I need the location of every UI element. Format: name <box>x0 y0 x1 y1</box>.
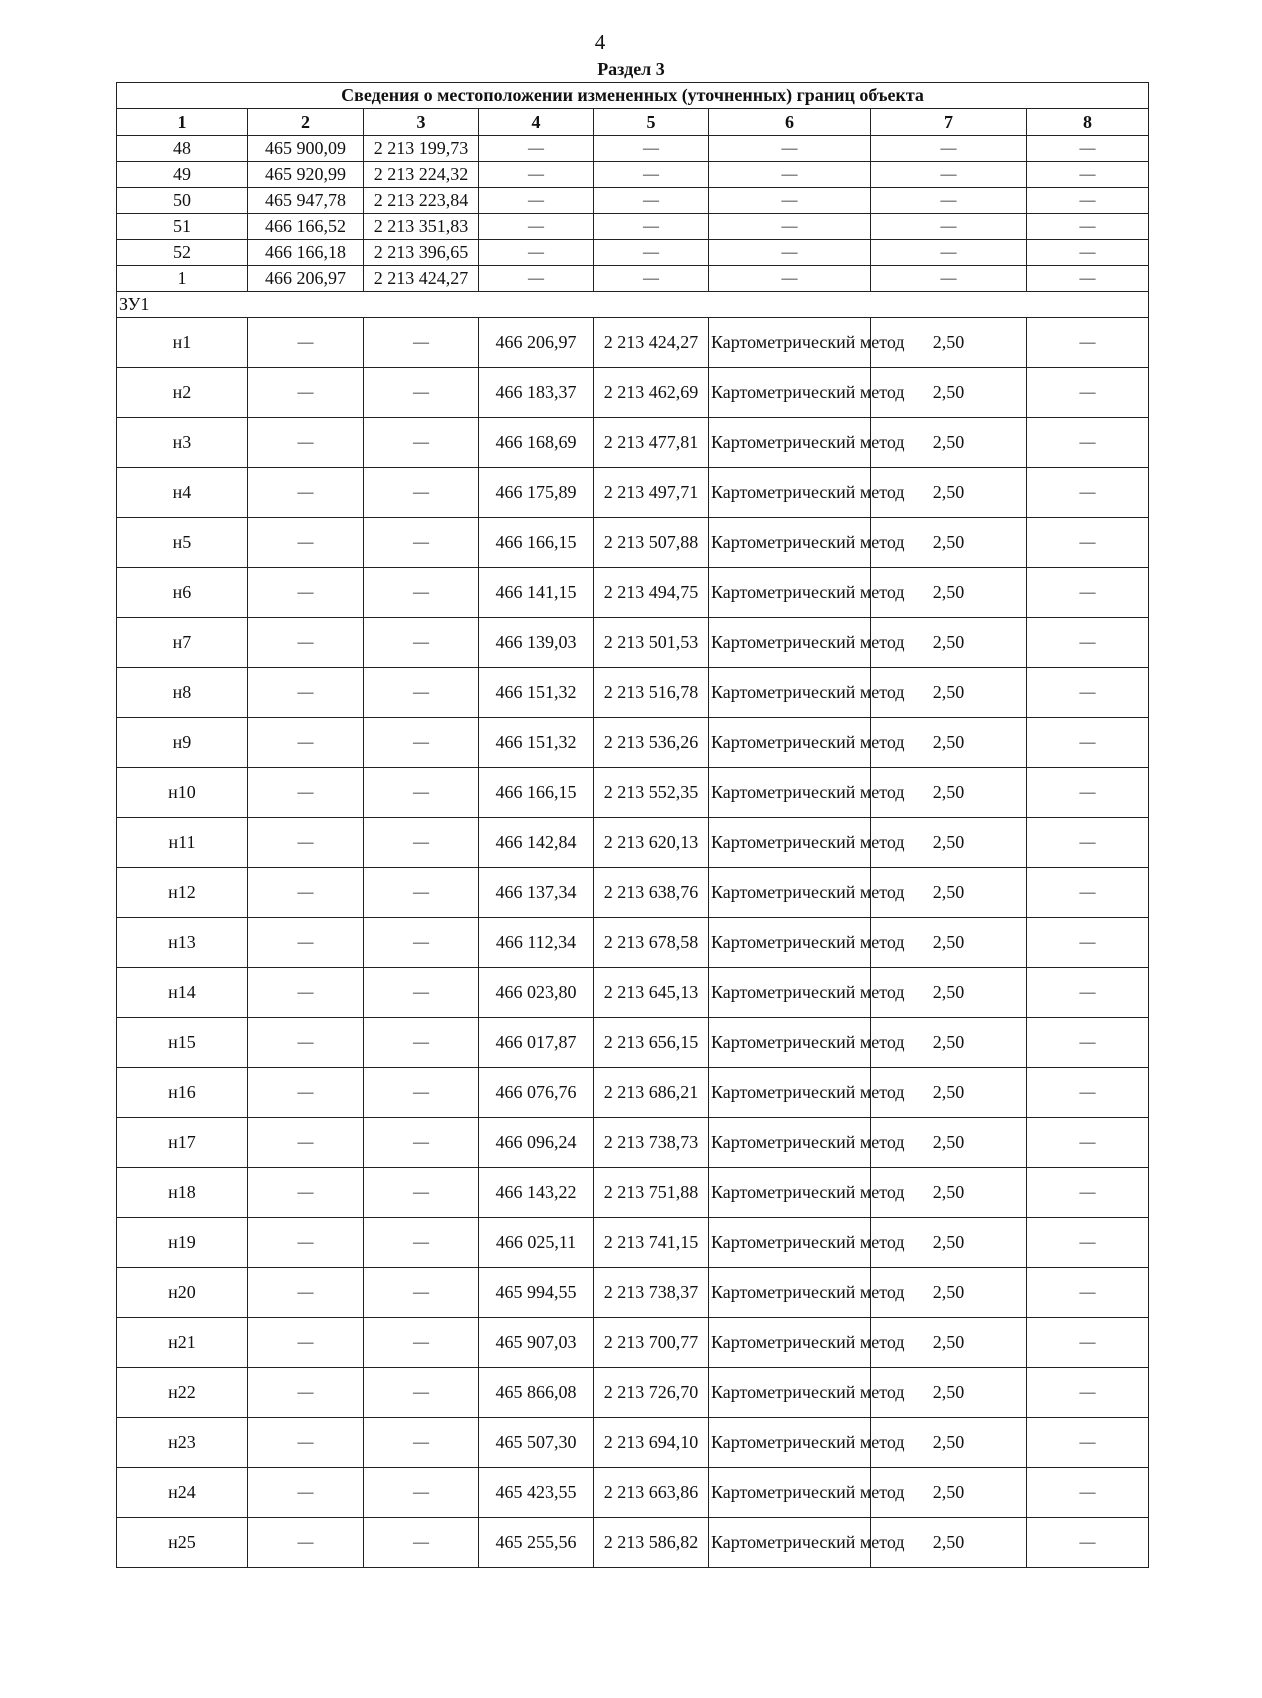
x-new-cell: 466 143,22 <box>479 1168 594 1218</box>
description-cell: — <box>1027 1318 1149 1368</box>
method-cell: Картометрический метод <box>709 918 871 968</box>
y-old-cell: — <box>364 568 479 618</box>
x-new-cell: 465 907,03 <box>479 1318 594 1368</box>
y-old-cell: — <box>364 1368 479 1418</box>
y-old-cell: — <box>364 1418 479 1468</box>
point-number-cell: 49 <box>117 162 248 188</box>
method-cell: Картометрический метод <box>709 1218 871 1268</box>
description-cell: — <box>1027 968 1149 1018</box>
column-number: 1 <box>117 109 248 136</box>
accuracy-cell: — <box>871 136 1027 162</box>
x-old-cell: — <box>248 318 364 368</box>
table-row <box>117 1318 1149 1368</box>
table-row <box>117 518 1149 568</box>
y-new-cell: 2 213 497,71 <box>594 468 709 518</box>
table-row <box>117 918 1149 968</box>
page-number: 4 <box>594 30 606 54</box>
method-cell: Картометрический метод <box>709 668 871 718</box>
accuracy-cell: 2,50 <box>871 668 1027 718</box>
table-row <box>117 240 1149 266</box>
y-new-cell: 2 213 620,13 <box>594 818 709 868</box>
y-old-cell: — <box>364 818 479 868</box>
accuracy-cell: 2,50 <box>871 1318 1027 1368</box>
table-row <box>117 418 1149 468</box>
column-number-row <box>117 109 1149 136</box>
point-number-cell: н11 <box>117 818 248 868</box>
description-cell: — <box>1027 188 1149 214</box>
y-new-cell: 2 213 663,86 <box>594 1468 709 1518</box>
y-new-cell: 2 213 726,70 <box>594 1368 709 1418</box>
y-old-cell: — <box>364 618 479 668</box>
accuracy-cell: 2,50 <box>871 1168 1027 1218</box>
y-new-cell: 2 213 516,78 <box>594 668 709 718</box>
method-cell: Картометрический метод <box>709 1118 871 1168</box>
y-old-cell: — <box>364 1018 479 1068</box>
accuracy-cell: 2,50 <box>871 1368 1027 1418</box>
y-new-cell: 2 213 536,26 <box>594 718 709 768</box>
table-row <box>117 188 1149 214</box>
description-cell: — <box>1027 214 1149 240</box>
x-old-cell: 465 900,09 <box>248 136 364 162</box>
table-row <box>117 468 1149 518</box>
method-cell: Картометрический метод <box>709 718 871 768</box>
x-new-cell: 466 168,69 <box>479 418 594 468</box>
point-number-cell: н8 <box>117 668 248 718</box>
y-new-cell: 2 213 645,13 <box>594 968 709 1018</box>
y-new-cell: — <box>594 162 709 188</box>
table-row <box>117 368 1149 418</box>
description-cell: — <box>1027 1368 1149 1418</box>
x-new-cell: 465 866,08 <box>479 1368 594 1418</box>
point-number-cell: н25 <box>117 1518 248 1568</box>
y-old-cell: — <box>364 1068 479 1118</box>
y-new-cell: 2 213 741,15 <box>594 1218 709 1268</box>
x-new-cell: — <box>479 162 594 188</box>
accuracy-cell: 2,50 <box>871 568 1027 618</box>
column-number: 2 <box>248 109 364 136</box>
x-new-cell: 466 183,37 <box>479 368 594 418</box>
group-label-row <box>117 292 1149 318</box>
x-new-cell: 466 142,84 <box>479 818 594 868</box>
x-old-cell: — <box>248 968 364 1018</box>
method-cell: Картометрический метод <box>709 368 871 418</box>
accuracy-cell: 2,50 <box>871 318 1027 368</box>
x-new-cell: 466 139,03 <box>479 618 594 668</box>
column-number: 8 <box>1027 109 1149 136</box>
description-cell: — <box>1027 136 1149 162</box>
table-row <box>117 136 1149 162</box>
point-number-cell: н22 <box>117 1368 248 1418</box>
x-old-cell: — <box>248 668 364 718</box>
y-old-cell: — <box>364 768 479 818</box>
accuracy-cell: — <box>871 188 1027 214</box>
description-cell: — <box>1027 1118 1149 1168</box>
point-number-cell: н7 <box>117 618 248 668</box>
x-old-cell: — <box>248 718 364 768</box>
y-new-cell: — <box>594 240 709 266</box>
column-number: 3 <box>364 109 479 136</box>
accuracy-cell: 2,50 <box>871 1418 1027 1468</box>
y-old-cell: — <box>364 718 479 768</box>
y-new-cell: 2 213 738,37 <box>594 1268 709 1318</box>
description-cell: — <box>1027 1168 1149 1218</box>
point-number-cell: н23 <box>117 1418 248 1468</box>
table-row <box>117 266 1149 292</box>
table-row <box>117 1418 1149 1468</box>
x-new-cell: 466 141,15 <box>479 568 594 618</box>
y-old-cell: — <box>364 1218 479 1268</box>
group-label: ЗУ1 <box>117 292 1149 318</box>
x-new-cell: — <box>479 240 594 266</box>
x-old-cell: — <box>248 1118 364 1168</box>
accuracy-cell: 2,50 <box>871 1018 1027 1068</box>
y-old-cell: — <box>364 668 479 718</box>
y-old-cell: — <box>364 1468 479 1518</box>
x-old-cell: — <box>248 518 364 568</box>
accuracy-cell: 2,50 <box>871 1268 1027 1318</box>
x-new-cell: 466 076,76 <box>479 1068 594 1118</box>
description-cell: — <box>1027 568 1149 618</box>
table-row <box>117 1518 1149 1568</box>
y-new-cell: 2 213 694,10 <box>594 1418 709 1468</box>
y-new-cell: 2 213 751,88 <box>594 1168 709 1218</box>
y-old-cell: 2 213 424,27 <box>364 266 479 292</box>
method-cell: Картометрический метод <box>709 1368 871 1418</box>
point-number-cell: н17 <box>117 1118 248 1168</box>
y-old-cell: — <box>364 1318 479 1368</box>
method-cell: Картометрический метод <box>709 1468 871 1518</box>
x-new-cell: 465 507,30 <box>479 1418 594 1468</box>
y-new-cell: — <box>594 266 709 292</box>
point-number-cell: н16 <box>117 1068 248 1118</box>
x-new-cell: 466 166,15 <box>479 518 594 568</box>
accuracy-cell: 2,50 <box>871 1518 1027 1568</box>
y-new-cell: 2 213 462,69 <box>594 368 709 418</box>
description-cell: — <box>1027 1468 1149 1518</box>
y-new-cell: 2 213 686,21 <box>594 1068 709 1118</box>
accuracy-cell: — <box>871 240 1027 266</box>
point-number-cell: 48 <box>117 136 248 162</box>
description-cell: — <box>1027 768 1149 818</box>
x-old-cell: — <box>248 868 364 918</box>
x-old-cell: — <box>248 818 364 868</box>
method-cell: — <box>709 136 871 162</box>
table-row <box>117 868 1149 918</box>
table-row <box>117 1368 1149 1418</box>
point-number-cell: н1 <box>117 318 248 368</box>
table-row <box>117 1268 1149 1318</box>
x-old-cell: — <box>248 1168 364 1218</box>
method-cell: Картометрический метод <box>709 618 871 668</box>
method-cell: Картометрический метод <box>709 1318 871 1368</box>
point-number-cell: н5 <box>117 518 248 568</box>
accuracy-cell: 2,50 <box>871 1118 1027 1168</box>
x-new-cell: 466 206,97 <box>479 318 594 368</box>
x-new-cell: 466 025,11 <box>479 1218 594 1268</box>
accuracy-cell: 2,50 <box>871 468 1027 518</box>
x-old-cell: — <box>248 618 364 668</box>
method-cell: — <box>709 214 871 240</box>
description-cell: — <box>1027 518 1149 568</box>
x-old-cell: — <box>248 1468 364 1518</box>
x-new-cell: 466 096,24 <box>479 1118 594 1168</box>
method-cell: Картометрический метод <box>709 518 871 568</box>
accuracy-cell: — <box>871 266 1027 292</box>
y-old-cell: 2 213 351,83 <box>364 214 479 240</box>
y-new-cell: 2 213 638,76 <box>594 868 709 918</box>
table-row <box>117 1118 1149 1168</box>
table-row <box>117 1018 1149 1068</box>
table-row <box>117 162 1149 188</box>
table-caption: Сведения о местоположении измененных (уточненных) границ объекта <box>117 83 1149 109</box>
description-cell: — <box>1027 1518 1149 1568</box>
description-cell: — <box>1027 318 1149 368</box>
point-number-cell: н2 <box>117 368 248 418</box>
point-number-cell: 1 <box>117 266 248 292</box>
x-new-cell: 466 151,32 <box>479 718 594 768</box>
point-number-cell: 50 <box>117 188 248 214</box>
table-row <box>117 1068 1149 1118</box>
point-number-cell: н20 <box>117 1268 248 1318</box>
x-old-cell: — <box>248 1368 364 1418</box>
description-cell: — <box>1027 266 1149 292</box>
boundary-coordinates-table <box>116 82 1149 1568</box>
description-cell: — <box>1027 1418 1149 1468</box>
accuracy-cell: 2,50 <box>871 618 1027 668</box>
table-row <box>117 618 1149 668</box>
point-number-cell: н4 <box>117 468 248 518</box>
point-number-cell: н19 <box>117 1218 248 1268</box>
point-number-cell: н6 <box>117 568 248 618</box>
table-caption-row <box>117 83 1149 109</box>
y-new-cell: 2 213 501,53 <box>594 618 709 668</box>
y-old-cell: — <box>364 418 479 468</box>
y-new-cell: 2 213 477,81 <box>594 418 709 468</box>
y-new-cell: 2 213 552,35 <box>594 768 709 818</box>
point-number-cell: н15 <box>117 1018 248 1068</box>
method-cell: Картометрический метод <box>709 1168 871 1218</box>
point-number-cell: н12 <box>117 868 248 918</box>
accuracy-cell: 2,50 <box>871 1468 1027 1518</box>
table-row <box>117 1218 1149 1268</box>
method-cell: Картометрический метод <box>709 768 871 818</box>
accuracy-cell: 2,50 <box>871 868 1027 918</box>
method-cell: Картометрический метод <box>709 818 871 868</box>
x-old-cell: 466 206,97 <box>248 266 364 292</box>
x-new-cell: 466 017,87 <box>479 1018 594 1068</box>
y-old-cell: 2 213 199,73 <box>364 136 479 162</box>
method-cell: — <box>709 188 871 214</box>
x-old-cell: — <box>248 1268 364 1318</box>
accuracy-cell: 2,50 <box>871 1218 1027 1268</box>
x-old-cell: — <box>248 1518 364 1568</box>
section-title: Раздел 3 <box>597 59 665 79</box>
point-number-cell: н21 <box>117 1318 248 1368</box>
table-row <box>117 1468 1149 1518</box>
method-cell: Картометрический метод <box>709 1068 871 1118</box>
accuracy-cell: 2,50 <box>871 718 1027 768</box>
point-number-cell: н24 <box>117 1468 248 1518</box>
accuracy-cell: 2,50 <box>871 818 1027 868</box>
method-cell: Картометрический метод <box>709 318 871 368</box>
description-cell: — <box>1027 1218 1149 1268</box>
description-cell: — <box>1027 1018 1149 1068</box>
y-old-cell: — <box>364 468 479 518</box>
column-number: 4 <box>479 109 594 136</box>
y-new-cell: 2 213 738,73 <box>594 1118 709 1168</box>
x-new-cell: 465 255,56 <box>479 1518 594 1568</box>
point-number-cell: 51 <box>117 214 248 240</box>
description-cell: — <box>1027 668 1149 718</box>
table-row <box>117 318 1149 368</box>
method-cell: — <box>709 162 871 188</box>
x-old-cell: — <box>248 368 364 418</box>
description-cell: — <box>1027 418 1149 468</box>
x-new-cell: 466 023,80 <box>479 968 594 1018</box>
table-row <box>117 214 1149 240</box>
column-number: 5 <box>594 109 709 136</box>
accuracy-cell: — <box>871 214 1027 240</box>
x-new-cell: — <box>479 136 594 162</box>
y-old-cell: — <box>364 1518 479 1568</box>
description-cell: — <box>1027 1068 1149 1118</box>
table-row <box>117 1168 1149 1218</box>
y-new-cell: 2 213 494,75 <box>594 568 709 618</box>
table-row <box>117 768 1149 818</box>
description-cell: — <box>1027 368 1149 418</box>
y-new-cell: — <box>594 136 709 162</box>
description-cell: — <box>1027 162 1149 188</box>
x-new-cell: 466 137,34 <box>479 868 594 918</box>
y-new-cell: 2 213 424,27 <box>594 318 709 368</box>
x-old-cell: 466 166,18 <box>248 240 364 266</box>
y-old-cell: 2 213 396,65 <box>364 240 479 266</box>
x-old-cell: — <box>248 1018 364 1068</box>
x-new-cell: 466 175,89 <box>479 468 594 518</box>
y-new-cell: 2 213 700,77 <box>594 1318 709 1368</box>
accuracy-cell: 2,50 <box>871 368 1027 418</box>
description-cell: — <box>1027 618 1149 668</box>
column-number: 7 <box>871 109 1027 136</box>
x-old-cell: 465 947,78 <box>248 188 364 214</box>
x-new-cell: 466 151,32 <box>479 668 594 718</box>
y-old-cell: — <box>364 968 479 1018</box>
x-new-cell: 466 166,15 <box>479 768 594 818</box>
method-cell: Картометрический метод <box>709 1518 871 1568</box>
point-number-cell: н3 <box>117 418 248 468</box>
point-number-cell: 52 <box>117 240 248 266</box>
method-cell: Картометрический метод <box>709 1018 871 1068</box>
method-cell: Картометрический метод <box>709 468 871 518</box>
table-row <box>117 718 1149 768</box>
table-row <box>117 668 1149 718</box>
y-old-cell: 2 213 224,32 <box>364 162 479 188</box>
table-row <box>117 968 1149 1018</box>
description-cell: — <box>1027 918 1149 968</box>
y-new-cell: — <box>594 214 709 240</box>
method-cell: Картометрический метод <box>709 1418 871 1468</box>
x-old-cell: — <box>248 1068 364 1118</box>
y-old-cell: 2 213 223,84 <box>364 188 479 214</box>
description-cell: — <box>1027 818 1149 868</box>
y-old-cell: — <box>364 1268 479 1318</box>
x-old-cell: 465 920,99 <box>248 162 364 188</box>
y-old-cell: — <box>364 318 479 368</box>
method-cell: Картометрический метод <box>709 1268 871 1318</box>
x-old-cell: 466 166,52 <box>248 214 364 240</box>
x-new-cell: — <box>479 266 594 292</box>
x-new-cell: 465 423,55 <box>479 1468 594 1518</box>
y-old-cell: — <box>364 1168 479 1218</box>
x-new-cell: — <box>479 214 594 240</box>
accuracy-cell: 2,50 <box>871 968 1027 1018</box>
y-old-cell: — <box>364 868 479 918</box>
description-cell: — <box>1027 468 1149 518</box>
x-old-cell: — <box>248 768 364 818</box>
table-row <box>117 568 1149 618</box>
description-cell: — <box>1027 1268 1149 1318</box>
y-old-cell: — <box>364 1118 479 1168</box>
accuracy-cell: 2,50 <box>871 518 1027 568</box>
method-cell: — <box>709 240 871 266</box>
x-old-cell: — <box>248 918 364 968</box>
x-old-cell: — <box>248 468 364 518</box>
y-new-cell: 2 213 586,82 <box>594 1518 709 1568</box>
x-old-cell: — <box>248 1318 364 1368</box>
method-cell: Картометрический метод <box>709 868 871 918</box>
x-new-cell: 465 994,55 <box>479 1268 594 1318</box>
y-old-cell: — <box>364 518 479 568</box>
accuracy-cell: 2,50 <box>871 418 1027 468</box>
y-new-cell: — <box>594 188 709 214</box>
y-new-cell: 2 213 656,15 <box>594 1018 709 1068</box>
point-number-cell: н18 <box>117 1168 248 1218</box>
method-cell: Картометрический метод <box>709 418 871 468</box>
table-body <box>117 136 1149 1568</box>
table-row <box>117 818 1149 868</box>
method-cell: Картометрический метод <box>709 568 871 618</box>
description-cell: — <box>1027 868 1149 918</box>
point-number-cell: н9 <box>117 718 248 768</box>
x-new-cell: — <box>479 188 594 214</box>
x-old-cell: — <box>248 1218 364 1268</box>
x-old-cell: — <box>248 568 364 618</box>
method-cell: Картометрический метод <box>709 968 871 1018</box>
accuracy-cell: 2,50 <box>871 918 1027 968</box>
point-number-cell: н13 <box>117 918 248 968</box>
accuracy-cell: 2,50 <box>871 768 1027 818</box>
method-cell: — <box>709 266 871 292</box>
point-number-cell: н10 <box>117 768 248 818</box>
accuracy-cell: 2,50 <box>871 1068 1027 1118</box>
accuracy-cell: — <box>871 162 1027 188</box>
point-number-cell: н14 <box>117 968 248 1018</box>
y-new-cell: 2 213 678,58 <box>594 918 709 968</box>
description-cell: — <box>1027 240 1149 266</box>
y-old-cell: — <box>364 918 479 968</box>
description-cell: — <box>1027 718 1149 768</box>
x-old-cell: — <box>248 1418 364 1468</box>
x-old-cell: — <box>248 418 364 468</box>
column-number: 6 <box>709 109 871 136</box>
y-old-cell: — <box>364 368 479 418</box>
x-new-cell: 466 112,34 <box>479 918 594 968</box>
y-new-cell: 2 213 507,88 <box>594 518 709 568</box>
